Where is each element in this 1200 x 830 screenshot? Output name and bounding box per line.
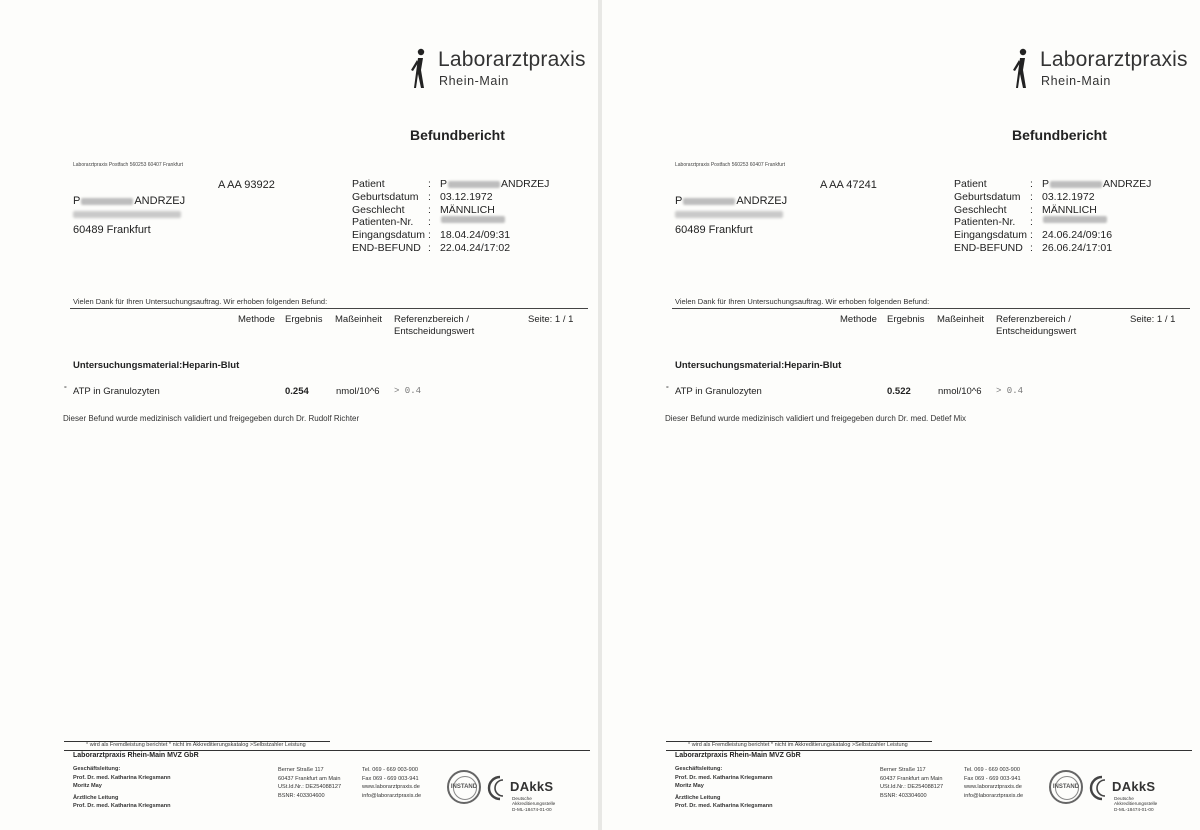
- footer-mail: info@laborarztpraxis.de: [964, 792, 1024, 799]
- redaction-bar: [683, 198, 735, 205]
- lab-logo: [1010, 44, 1200, 94]
- colon: :: [1030, 241, 1033, 254]
- redaction-bar: [1050, 181, 1102, 188]
- patient-name: [1042, 178, 1151, 191]
- thanks-text: Vielen Dank für Ihren Untersuchungsauftrag. Wir erhoben folgenden Befund:: [675, 297, 930, 306]
- validation-note: Dieser Befund wurde medizinisch validiert und freigegeben durch Dr. Rudolf Richter: [63, 414, 360, 423]
- patient-name-suffix: ANDRZEJ: [1103, 178, 1152, 190]
- address-name-prefix: P: [675, 195, 683, 207]
- figure-icon: [408, 48, 432, 90]
- colon: :: [428, 241, 431, 254]
- patient-label: Patient: [352, 178, 385, 190]
- lab-logo: [408, 44, 598, 94]
- column-reference-line2: Entscheidungswert: [996, 326, 1077, 337]
- dakks-sub-2: Akkreditierungsstelle: [512, 801, 556, 807]
- footer-fax: Fax 069 - 669 003-941: [362, 775, 419, 782]
- colon: :: [1030, 216, 1033, 229]
- dakks-sub-1: Deutsche: [512, 796, 532, 801]
- external-marker: °: [666, 386, 669, 393]
- footer-management: [73, 765, 171, 811]
- footer-company: Laborarztpraxis Rhein-Main MVZ GbR: [675, 752, 801, 759]
- birth-value: 03.12.1972: [440, 190, 493, 203]
- medical-label: Ärztliche Leitung: [675, 794, 721, 801]
- footer-bsnr: BSNR: 403304600: [278, 792, 325, 799]
- address-name-suffix: ANDRZEJ: [736, 195, 788, 207]
- colon: :: [428, 216, 431, 229]
- patient-number-label: Patienten-Nr.: [954, 216, 1016, 229]
- specimen-material: Untersuchungsmaterial:Heparin-Blut: [675, 360, 842, 371]
- footer-legend: ° wird als Fremdleistung berichtet * nicht im Akkreditierungskatalog >Selbstzahler Leistung: [86, 742, 306, 748]
- column-reference-line2: Entscheidungswert: [394, 326, 475, 337]
- dakks-subtitle: [1114, 796, 1157, 812]
- dakks-subtitle: [512, 796, 555, 812]
- patient-number-label: Patienten-Nr.: [352, 216, 414, 229]
- footer-tel: Tel. 069 - 669 003-900: [964, 767, 1020, 773]
- column-methode: Methode: [238, 314, 275, 325]
- colon: :: [428, 190, 431, 203]
- gender-value: MÄNNLICH: [1042, 203, 1097, 216]
- document-title: Befundbericht: [410, 127, 505, 143]
- footer-address: [880, 766, 943, 800]
- footer-mail: info@laborarztpraxis.de: [362, 792, 422, 799]
- footer-web: www.laborarztpraxis.de: [362, 784, 420, 791]
- colon: :: [428, 229, 431, 242]
- patient-info: [352, 178, 549, 255]
- footer-divider: [666, 750, 1192, 751]
- external-marker: °: [64, 386, 67, 393]
- colon: :: [428, 203, 431, 216]
- column-ergebnis: Ergebnis: [887, 314, 925, 325]
- dakks-sub-2: Akkreditierungsstelle: [1114, 801, 1158, 807]
- management-2: Moritz May: [73, 783, 102, 790]
- redacted-street: [73, 211, 181, 218]
- sender-line: Laborarztpraxis Postfach 560253 60407 Frankfurt: [675, 162, 786, 168]
- patient-name: [440, 178, 549, 191]
- received-row: [954, 229, 1151, 242]
- management-2: Moritz May: [675, 783, 704, 790]
- address-name: [675, 195, 787, 207]
- gender-row: [954, 204, 1151, 217]
- footer-bsnr: BSNR: 403304600: [880, 792, 927, 799]
- test-unit: nmol/10^6: [336, 386, 380, 397]
- patient-row: [352, 178, 549, 191]
- validation-note: Dieser Befund wurde medizinisch validiert und freigegeben durch Dr. med. Detlef Mix: [665, 414, 967, 423]
- redaction-bar: [81, 198, 133, 205]
- medical-label: Ärztliche Leitung: [73, 794, 119, 801]
- patient-name-prefix: P: [1042, 178, 1050, 190]
- test-name: ATP in Granulozyten: [73, 386, 160, 397]
- address-city: 60489 Frankfurt: [73, 224, 151, 236]
- column-reference: [996, 314, 1076, 338]
- footer-tel: Tel. 069 - 669 003-900: [362, 767, 418, 773]
- header-divider: [70, 308, 588, 309]
- patient-number-row: [352, 216, 549, 229]
- column-einheit: Maßeinheit: [937, 314, 984, 325]
- seal-text: INSTAND: [450, 784, 478, 790]
- colon: :: [428, 178, 431, 190]
- gender-label: Geschlecht: [352, 203, 405, 216]
- final-value: 22.04.24/17:02: [440, 241, 511, 254]
- patient-row: [954, 178, 1151, 191]
- test-value: 0.522: [887, 386, 911, 397]
- footer-address: [278, 766, 341, 800]
- colon: :: [1030, 190, 1033, 203]
- colon: :: [1030, 203, 1033, 216]
- dakks-mark-icon: [1088, 775, 1110, 801]
- footer-management: [675, 765, 773, 811]
- management-label: Geschäftsleitung:: [675, 766, 723, 772]
- quality-seal-icon: [1049, 770, 1083, 804]
- redaction-bar: [441, 216, 505, 223]
- column-methode: Methode: [840, 314, 877, 325]
- dakks-logo: DAkkS: [510, 779, 554, 794]
- footer-zip-city: 60437 Frankfurt am Main: [880, 775, 943, 782]
- received-value: 24.06.24/09:16: [1042, 229, 1113, 242]
- test-reference: > 0.4: [996, 386, 1024, 396]
- order-id: A AA 47241: [820, 179, 877, 191]
- address-name-suffix: ANDRZEJ: [134, 195, 186, 207]
- footer-legend: ° wird als Fremdleistung berichtet * nicht im Akkreditierungskatalog >Selbstzahler Leistung: [688, 742, 908, 748]
- footer-contact: [362, 766, 421, 800]
- patient-label: Patient: [954, 178, 987, 190]
- birth-row: [352, 191, 549, 204]
- patient-name-prefix: P: [440, 178, 448, 190]
- gender-label: Geschlecht: [954, 203, 1007, 216]
- patient-number-row: [954, 216, 1151, 229]
- medical-1: Prof. Dr. med. Katharina Kriegsmann: [73, 803, 171, 810]
- received-label: Eingangsdatum: [954, 229, 1027, 242]
- redaction-bar: [448, 181, 500, 188]
- footer-contact: [964, 766, 1023, 800]
- footer-street: Berner Straße 117: [880, 767, 926, 773]
- test-reference: > 0.4: [394, 386, 422, 396]
- dakks-mark-icon: [486, 775, 508, 801]
- footer-fax: Fax 069 - 669 003-941: [964, 775, 1021, 782]
- gender-value: MÄNNLICH: [440, 203, 495, 216]
- report-page-1: [0, 0, 598, 830]
- received-label: Eingangsdatum: [352, 229, 425, 242]
- header-divider: [672, 308, 1190, 309]
- colon: :: [1030, 229, 1033, 242]
- logo-name: Laborarztpraxis: [438, 48, 586, 71]
- footer-ust: USt.Id.Nr.: DE254088127: [278, 784, 342, 791]
- management-label: Geschäftsleitung:: [73, 766, 121, 772]
- patient-name-suffix: ANDRZEJ: [501, 178, 550, 190]
- gender-row: [352, 204, 549, 217]
- dakks-sub-1: Deutsche: [1114, 796, 1134, 801]
- footer-web: www.laborarztpraxis.de: [964, 784, 1022, 791]
- final-row: [352, 242, 549, 255]
- thanks-text: Vielen Dank für Ihren Untersuchungsauftrag. Wir erhoben folgenden Befund:: [73, 297, 328, 306]
- birth-label: Geburtsdatum: [352, 190, 419, 203]
- page-number: Seite: 1 / 1: [1130, 314, 1176, 325]
- test-unit: nmol/10^6: [938, 386, 982, 397]
- final-value: 26.06.24/17:01: [1042, 241, 1113, 254]
- footer-divider: [64, 750, 590, 751]
- test-name: ATP in Granulozyten: [675, 386, 762, 397]
- management-1: Prof. Dr. med. Katharina Kriegsmann: [73, 774, 171, 781]
- final-label: END-BEFUND: [954, 241, 1023, 254]
- seal-text: INSTAND: [1052, 784, 1080, 790]
- sender-line: Laborarztpraxis Postfach 560253 60407 Frankfurt: [73, 162, 184, 168]
- received-row: [352, 229, 549, 242]
- column-reference-line1: Referenzbereich /: [996, 314, 1071, 325]
- column-einheit: Maßeinheit: [335, 314, 382, 325]
- redacted-street: [675, 211, 783, 218]
- footer-street: Berner Straße 117: [278, 767, 324, 773]
- address-name: [73, 195, 185, 207]
- colon: :: [1030, 178, 1033, 190]
- birth-label: Geburtsdatum: [954, 190, 1021, 203]
- management-1: Prof. Dr. med. Katharina Kriegsmann: [675, 774, 773, 781]
- final-label: END-BEFUND: [352, 241, 421, 254]
- dakks-sub-3: D-ML-18474-01-00: [512, 806, 552, 812]
- medical-1: Prof. Dr. med. Katharina Kriegsmann: [675, 803, 773, 810]
- page-number: Seite: 1 / 1: [528, 314, 574, 325]
- report-page-2: [602, 0, 1200, 830]
- test-value: 0.254: [285, 386, 309, 397]
- received-value: 18.04.24/09:31: [440, 229, 511, 242]
- final-row: [954, 242, 1151, 255]
- address-city: 60489 Frankfurt: [675, 224, 753, 236]
- redaction-bar: [1043, 216, 1107, 223]
- footer-ust: USt.Id.Nr.: DE254088127: [880, 784, 944, 791]
- patient-info: [954, 178, 1151, 255]
- quality-seal-icon: [447, 770, 481, 804]
- logo-name: Laborarztpraxis: [1040, 48, 1188, 71]
- logo-subtitle: Rhein-Main: [439, 74, 509, 88]
- figure-icon: [1010, 48, 1034, 90]
- specimen-material: Untersuchungsmaterial:Heparin-Blut: [73, 360, 240, 371]
- birth-row: [954, 191, 1151, 204]
- document-title: Befundbericht: [1012, 127, 1107, 143]
- footer-company: Laborarztpraxis Rhein-Main MVZ GbR: [73, 752, 199, 759]
- dakks-sub-3: D-ML-18474-01-00: [1114, 806, 1154, 812]
- column-ergebnis: Ergebnis: [285, 314, 323, 325]
- column-reference: [394, 314, 474, 338]
- logo-subtitle: Rhein-Main: [1041, 74, 1111, 88]
- order-id: A AA 93922: [218, 179, 275, 191]
- birth-value: 03.12.1972: [1042, 190, 1095, 203]
- address-name-prefix: P: [73, 195, 81, 207]
- dakks-logo: DAkkS: [1112, 779, 1156, 794]
- footer-zip-city: 60437 Frankfurt am Main: [278, 775, 341, 782]
- column-reference-line1: Referenzbereich /: [394, 314, 469, 325]
